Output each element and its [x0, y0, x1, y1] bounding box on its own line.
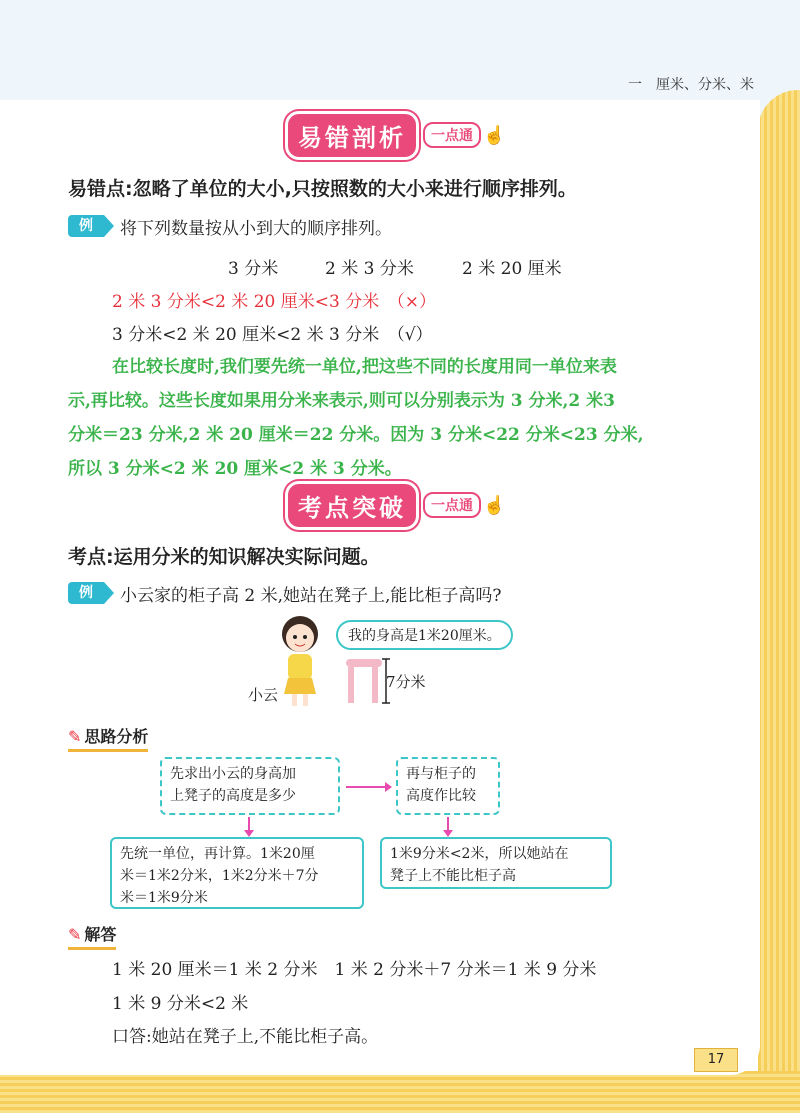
- explain-line: 分米＝23 分米,2 米 20 厘米＝22 分米。因为 3 分米<22 分米<23 分米,: [68, 425, 644, 445]
- box-line: 先统一单位，再计算。1米20厘: [120, 846, 315, 862]
- page-edge-right: [758, 90, 800, 1113]
- answer-heading-label: 解答: [84, 925, 117, 944]
- wrong-answer: 2 米 3 分米<2 米 20 厘米<3 分米 （×）: [112, 292, 436, 312]
- answer-line: 1 米 20 厘米＝1 米 2 分米 1 米 2 分米＋7 分米＝1 米 9 分米: [112, 960, 597, 980]
- box-line: 米＝1米9分米: [120, 890, 208, 906]
- box-line: 先求出小云的身高加: [170, 766, 296, 782]
- analysis-heading-label: 思路分析: [84, 727, 149, 746]
- box-line: 再与柜子的: [406, 766, 476, 782]
- pencil-icon: ✎: [68, 925, 82, 944]
- box-line: 上凳子的高度是多少: [170, 788, 296, 804]
- analysis-heading: [68, 724, 148, 752]
- banner-title: 易错剖析: [285, 111, 419, 160]
- key-point: 考点:运用分米的知识解决实际问题。: [68, 546, 380, 568]
- box-line: 凳子上不能比柜子高: [390, 868, 516, 884]
- example-tag: 例: [68, 215, 104, 237]
- banner-subtitle: 一点通: [423, 492, 481, 518]
- speech-bubble: 我的身高是1米20厘米。: [336, 620, 513, 650]
- banner-title: 考点突破: [285, 481, 419, 530]
- quantity-item: 3 分米: [228, 259, 279, 279]
- quantity-item: 2 米 20 厘米: [462, 259, 562, 279]
- right-answer: 3 分米<2 米 20 厘米<2 米 3 分米 （√）: [112, 325, 433, 345]
- example-tag: 例: [68, 582, 104, 604]
- error-point: 易错点:忽略了单位的大小,只按照数的大小来进行顺序排列。: [68, 178, 577, 200]
- pointing-hand-icon: ☝: [483, 494, 506, 516]
- explain-line: 所以 3 分米<2 米 20 厘米<2 米 3 分米。: [68, 459, 402, 479]
- chapter-header: 一 厘米、分米、米: [628, 77, 754, 93]
- arrow-down-icon: [447, 817, 449, 831]
- page-number: 17: [694, 1048, 738, 1072]
- page-edge-bottom: [0, 1071, 800, 1113]
- analysis-box-step2: [396, 757, 500, 815]
- arrow-down-icon: [248, 817, 250, 831]
- answer-line: 口答:她站在凳子上,不能比柜子高。: [112, 1027, 379, 1047]
- box-line: 高度作比较: [406, 788, 476, 804]
- explain-line: 示,再比较。这些长度如果用分米来表示,则可以分别表示为 3 分米,2 米3: [68, 391, 615, 411]
- example-question: 将下列数量按从小到大的顺序排列。: [120, 219, 392, 239]
- box-line: 1米9分米<2米，所以她站在: [390, 846, 569, 862]
- answer-line: 1 米 9 分米<2 米: [112, 994, 249, 1014]
- explain-line: 在比较长度时,我们要先统一单位,把这些不同的长度用同一单位来表: [112, 357, 617, 377]
- quantity-item: 2 米 3 分米: [325, 259, 414, 279]
- answer-heading: [68, 922, 116, 950]
- pointing-hand-icon: ☝: [483, 124, 506, 146]
- girl-label: 小云: [248, 686, 279, 704]
- banner-subtitle: 一点通: [423, 122, 481, 148]
- girl-illustration: [270, 612, 340, 712]
- section-banner-key-points: [285, 485, 505, 525]
- box-line: 米＝1米2分米，1米2分米＋7分: [120, 868, 319, 884]
- pencil-icon: ✎: [68, 727, 82, 746]
- arrow-right-icon: [346, 786, 386, 788]
- example-question: 小云家的柜子高 2 米,她站在凳子上,能比柜子高吗?: [120, 586, 502, 606]
- section-banner-errors: [285, 115, 505, 155]
- analysis-box-step4: [380, 837, 612, 889]
- stool-height-label: 7分米: [386, 673, 426, 691]
- analysis-box-step3: [110, 837, 364, 909]
- analysis-box-step1: [160, 757, 340, 815]
